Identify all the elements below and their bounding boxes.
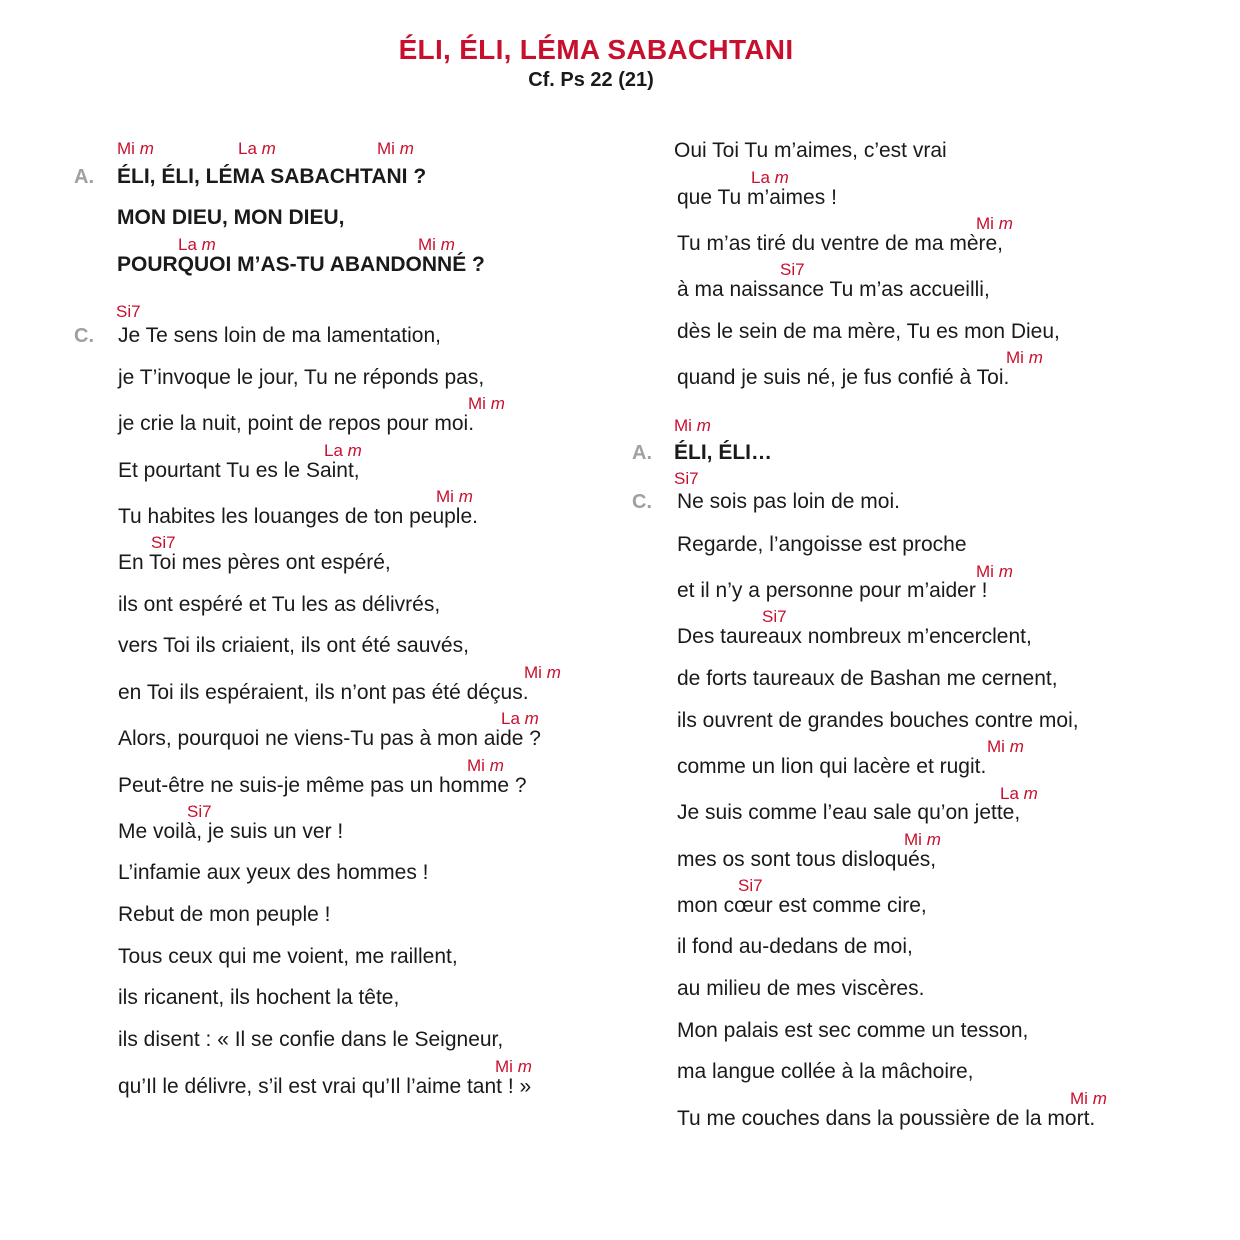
chord-mi-minor: Mi m [468, 394, 505, 413]
lyric-line: à ma naissance Tu m’as accueilli, [677, 278, 990, 301]
couplet-marker: C. [74, 325, 94, 347]
lyric-line: je crie la nuit, point de repos pour moi. [118, 412, 475, 435]
chord-mi-minor: Mi m [524, 663, 561, 682]
chord-mi-minor: Mi m [987, 737, 1024, 756]
couplet-marker: C. [632, 491, 652, 513]
lyric-line: Mon palais est sec comme un tesson, [677, 1019, 1029, 1042]
lyric-line: je T’invoque le jour, Tu ne réponds pas, [118, 366, 485, 389]
chord-si7: Si7 [151, 533, 176, 552]
lyric-line: quand je suis né, je fus confié à Toi. [677, 366, 1010, 389]
lyric-line: POURQUOI M’AS-TU ABANDONNÉ ? [117, 253, 485, 276]
chord-si7: Si7 [738, 876, 763, 895]
lyric-line: Tu m’as tiré du ventre de ma mère, [677, 232, 1004, 255]
lyric-line: ils ricanent, ils hochent la tête, [118, 986, 400, 1009]
chord-mi-minor: Mi m [377, 139, 414, 158]
chord-la-minor: La m [178, 235, 216, 254]
chord-mi-minor: Mi m [976, 214, 1013, 233]
song-title: ÉLI, ÉLI, LÉMA SABACHTANI [398, 34, 794, 65]
chord-mi-minor: Mi m [1006, 348, 1043, 367]
psalm-reference: Cf. Ps 22 (21) [528, 69, 654, 91]
lyric-line: En Toi mes pères ont espéré, [118, 551, 391, 574]
lyric-line: qu’Il le délivre, s’il est vrai qu’Il l’aime tant ! » [118, 1075, 532, 1098]
lyric-line: vers Toi ils criaient, ils ont été sauvés, [118, 634, 469, 657]
lyric-line: Tu habites les louanges de ton peuple. [118, 505, 478, 528]
lyric-line: Tous ceux qui me voient, me raillent, [118, 945, 458, 968]
chord-mi-minor: Mi m [1070, 1089, 1107, 1108]
antienne-marker: A. [632, 442, 652, 464]
lyric-line: au milieu de mes viscères. [677, 977, 925, 1000]
chord-la-minor: La m [1000, 784, 1038, 803]
lyric-line: mes os sont tous disloqués, [677, 848, 937, 871]
chord-la-minor: La m [751, 168, 789, 187]
lyric-line: Et pourtant Tu es le Saint, [118, 459, 360, 482]
chord-mi-minor: Mi m [495, 1057, 532, 1076]
lyric-line: Rebut de mon peuple ! [118, 903, 331, 926]
lyric-line: Peut-être ne suis-je même pas un homme ? [118, 774, 527, 797]
chord-mi-minor: Mi m [436, 487, 473, 506]
lyric-line: que Tu m’aimes ! [677, 186, 837, 209]
lyric-line: Des taureaux nombreux m’encerclent, [677, 625, 1032, 648]
lyric-line: Je suis comme l’eau sale qu’on jette, [677, 801, 1021, 824]
lyric-line: de forts taureaux de Bashan me cernent, [677, 667, 1058, 690]
chord-la-minor: La m [501, 709, 539, 728]
chord-si7: Si7 [116, 302, 141, 321]
lyric-line: ÉLI, ÉLI, LÉMA SABACHTANI ? [117, 165, 427, 188]
chord-si7: Si7 [762, 607, 787, 626]
lyric-line: Oui Toi Tu m’aimes, c’est vrai [674, 139, 947, 162]
lyric-line: ils ont espéré et Tu les as délivrés, [118, 593, 441, 616]
lyric-line: comme un lion qui lacère et rugit. [677, 755, 987, 778]
lyric-line: mon cœur est comme cire, [677, 894, 927, 917]
chord-mi-minor: Mi m [467, 756, 504, 775]
lyric-line: ma langue collée à la mâchoire, [677, 1060, 974, 1083]
lyric-line: Je Te sens loin de ma lamentation, [118, 324, 441, 347]
lyric-line: il fond au-dedans de moi, [677, 935, 913, 958]
lyric-line: Regarde, l’angoisse est proche [677, 533, 967, 556]
chord-si7: Si7 [674, 469, 699, 488]
lyric-line: Alors, pourquoi ne viens-Tu pas à mon aide ? [118, 727, 541, 750]
chord-mi-minor: Mi m [418, 235, 455, 254]
lyric-line: et il n’y a personne pour m’aider ! [677, 579, 988, 602]
chord-mi-minor: Mi m [976, 562, 1013, 581]
lyric-line: Me voilà, je suis un ver ! [118, 820, 344, 843]
lyric-line: L’infamie aux yeux des hommes ! [118, 861, 429, 884]
lyric-line: ils ouvrent de grandes bouches contre moi, [677, 709, 1079, 732]
lyric-line: Ne sois pas loin de moi. [677, 490, 900, 513]
lyric-line: ÉLI, ÉLI… [674, 441, 773, 464]
chord-la-minor: La m [324, 441, 362, 460]
chord-mi-minor: Mi m [674, 416, 711, 435]
antienne-marker: A. [74, 166, 94, 188]
lyric-line: ils disent : « Il se confie dans le Seigneur, [118, 1028, 504, 1051]
chord-si7: Si7 [780, 260, 805, 279]
lyric-line: dès le sein de ma mère, Tu es mon Dieu, [677, 320, 1060, 343]
chord-mi-minor: Mi m [117, 139, 154, 158]
lyric-line: Tu me couches dans la poussière de la mort. [677, 1107, 1096, 1130]
chord-si7: Si7 [187, 802, 212, 821]
lyric-line: en Toi ils espéraient, ils n’ont pas été déçus. [118, 681, 529, 704]
chord-la-minor: La m [238, 139, 276, 158]
chord-mi-minor: Mi m [904, 830, 941, 849]
lyric-line: MON DIEU, MON DIEU, [117, 206, 345, 229]
